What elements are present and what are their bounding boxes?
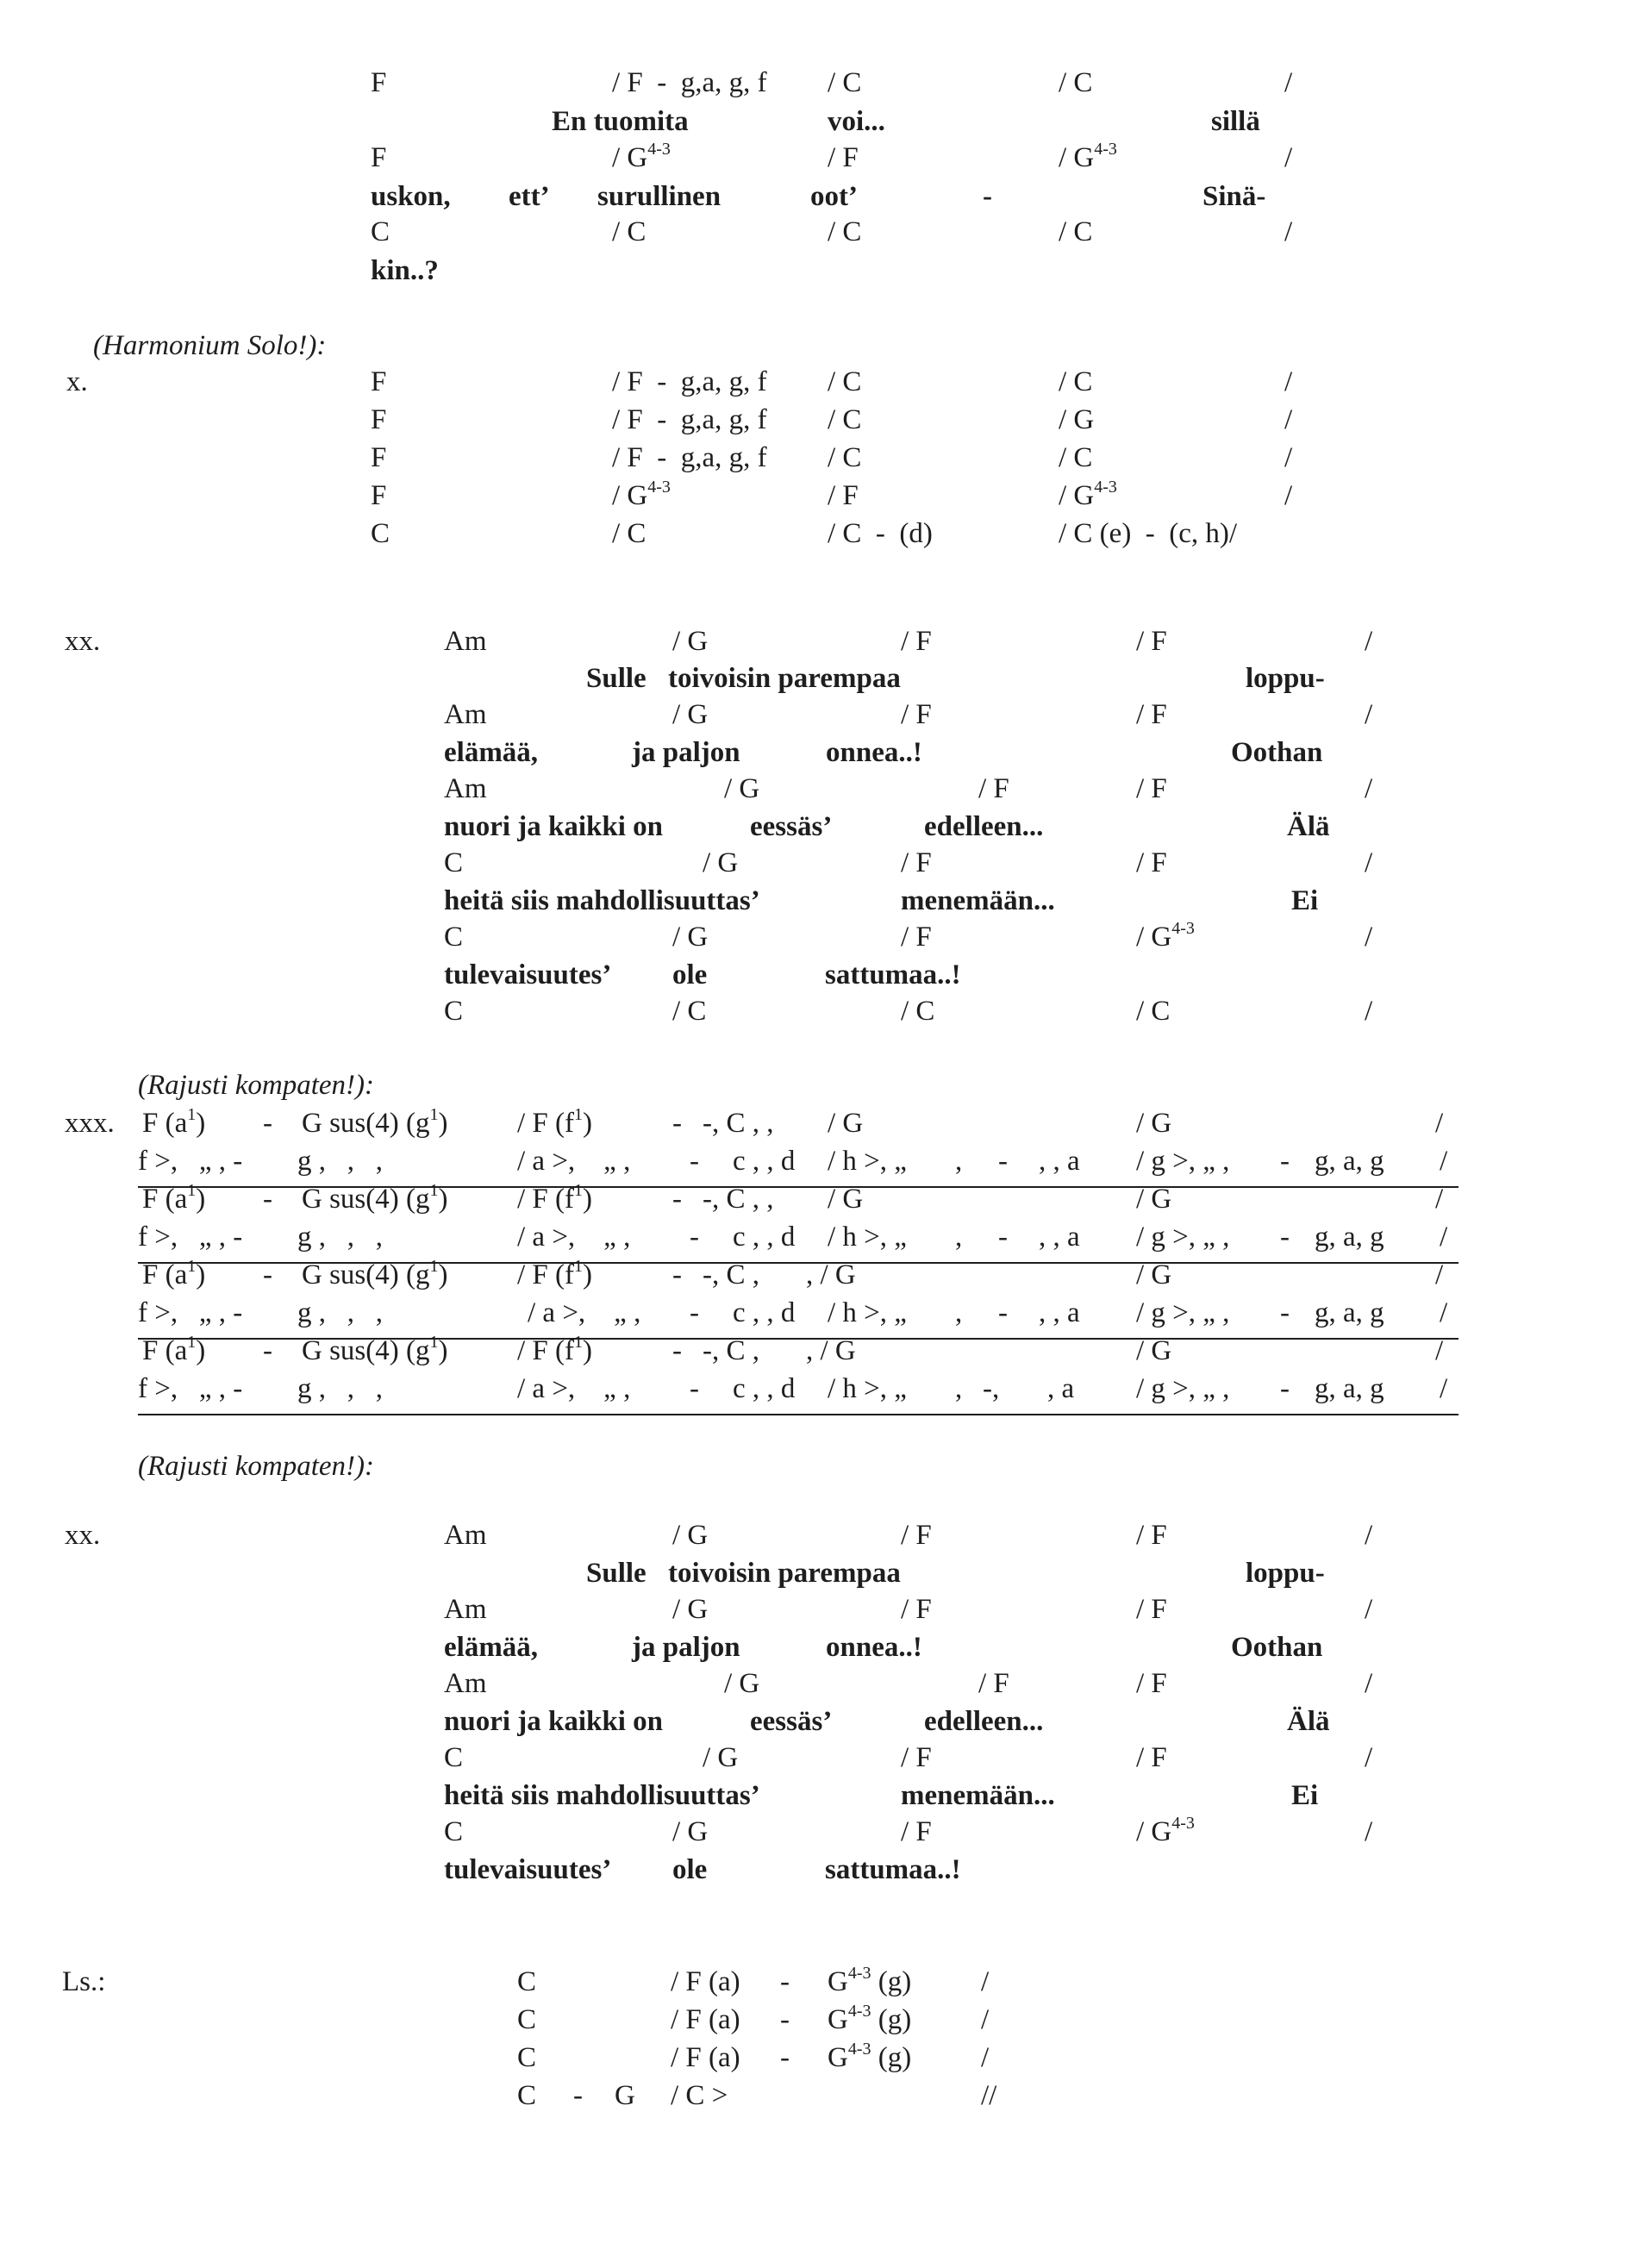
chord-text: / F (a) (671, 1966, 740, 1997)
chord-text: , (955, 1221, 963, 1253)
chord-superscript: 1 (574, 1333, 583, 1352)
chord-text: / G (672, 699, 709, 730)
chord-superscript: 4-3 (1094, 478, 1117, 497)
chord-text: x. (66, 366, 88, 397)
chord-superscript: 4-3 (1171, 1814, 1195, 1833)
chord-text: Am (444, 1668, 487, 1699)
chord-superscript: 1 (429, 1257, 439, 1276)
chord-superscript: 4-3 (847, 1964, 871, 1983)
chord-suffix: ) (196, 1259, 206, 1290)
chord-text: - (573, 2080, 583, 2111)
chord-text: / F (828, 480, 859, 511)
chord-text: / a >, „ , (528, 1297, 641, 1328)
lyric-text: En tuomita (552, 106, 689, 137)
chord-text: / G (828, 1108, 864, 1139)
chord-text: / C - (d) (828, 518, 933, 549)
chord-text: / (1365, 1742, 1373, 1773)
chord-text: / F (978, 1668, 1009, 1699)
chord-text: - (1280, 1221, 1290, 1253)
lyric-text: Oothan (1231, 737, 1323, 768)
chord-text: C (517, 2004, 537, 2035)
chord-text: / G (703, 1742, 739, 1773)
chord-text: Am (444, 626, 487, 657)
chord-suffix: ) (583, 1184, 592, 1215)
lyric-text: ole (672, 959, 708, 990)
chord-text: / (1440, 1146, 1448, 1177)
chord-text: - (672, 1335, 682, 1366)
chord-text: / (981, 2042, 990, 2073)
chord-text: f >, „ , - (138, 1146, 243, 1177)
chord-text: F (371, 366, 387, 397)
chord-text: - (263, 1259, 272, 1290)
chord-text: g, a, g (1315, 1221, 1384, 1253)
chord-text: -, C , (703, 1335, 759, 1366)
chord-text: / (1440, 1373, 1448, 1404)
chord-text: / C (828, 366, 862, 397)
chord-text: Am (444, 1594, 487, 1625)
lyric-text: ja paljon (632, 1632, 740, 1663)
chord-text: - (1280, 1373, 1290, 1404)
chord-text: G sus(4) $(g^1)$ (302, 1105, 448, 1139)
chord-text: / F (978, 773, 1009, 804)
chord-text: / G (1059, 404, 1095, 435)
chord-suffix: ) (583, 1108, 592, 1139)
chord-text: / C (612, 216, 646, 247)
chord-text: / F $(f^1)$ (517, 1105, 592, 1139)
chord-text: / (1365, 1594, 1373, 1625)
lyric-text: Ei (1291, 1780, 1319, 1811)
chord-suffix: ) (583, 1335, 592, 1366)
chord-text: f >, „ , - (138, 1297, 243, 1328)
underline-rule (138, 1186, 1458, 1188)
lyric-text: Älä (1287, 1706, 1330, 1737)
chord-text: / h >, „ (828, 1373, 907, 1404)
chord-text: / (1435, 1184, 1444, 1215)
chord-superscript: 1 (187, 1105, 197, 1124)
chord-text: / (1284, 366, 1293, 397)
chord-text: / F (1136, 1668, 1167, 1699)
chord-superscript: 1 (429, 1181, 439, 1200)
chord-suffix: (g) (871, 2004, 912, 2035)
chord-text: / C > (671, 2080, 728, 2111)
chord-text: c , , d (733, 1297, 796, 1328)
chord-text: -, C , (703, 1259, 759, 1290)
lyric-text: surullinen (597, 181, 721, 212)
chord-text: xxx. (65, 1108, 115, 1139)
chord-text: / F $(f^1)$ (517, 1181, 592, 1215)
chord-text: g, a, g (1315, 1297, 1384, 1328)
lyric-text: eessäs’ (750, 1706, 833, 1737)
chord-text: Ls.: (62, 1966, 106, 1997)
chord-text: / F (901, 1742, 932, 1773)
chord-text: - (263, 1184, 272, 1215)
chord-text: / G (1136, 1184, 1172, 1215)
chord-text: C (517, 1966, 537, 1997)
chord-text: / $G^{4-3}$ (1136, 1814, 1195, 1847)
chord-text: / F (901, 699, 932, 730)
chord-superscript: 1 (429, 1105, 439, 1124)
chord-superscript: 4-3 (847, 2040, 871, 2059)
chord-text: / (1365, 626, 1373, 657)
chord-text: F $(a^1)$ (142, 1105, 206, 1139)
lyric-text: onnea..! (826, 1632, 922, 1663)
chord-suffix: ) (196, 1184, 206, 1215)
chord-text: - (690, 1297, 699, 1328)
chord-text: / (1284, 142, 1293, 173)
chord-suffix: ) (438, 1259, 448, 1290)
chord-suffix: ) (438, 1108, 448, 1139)
chord-text: C (517, 2080, 537, 2111)
chord-text: -, C , , (703, 1184, 774, 1215)
chord-text: / G (672, 1594, 709, 1625)
lyric-text: voi... (828, 106, 885, 137)
chord-text: - (672, 1108, 682, 1139)
chord-text: g , , , (297, 1373, 383, 1404)
chord-text: / (981, 2004, 990, 2035)
chord-text: G sus(4) $(g^1)$ (302, 1333, 448, 1366)
chord-suffix: ) (438, 1335, 448, 1366)
chord-text: F $(a^1)$ (142, 1257, 206, 1290)
chord-text: / (1435, 1108, 1444, 1139)
lyric-text: ett’ (509, 181, 550, 212)
chord-text: / F (901, 1816, 932, 1847)
chord-text: / C (828, 404, 862, 435)
chord-text: / (1365, 1668, 1373, 1699)
lyric-text: nuori ja kaikki on (444, 811, 664, 842)
chord-text: / C (672, 996, 707, 1027)
lyric-text: edelleen... (924, 811, 1044, 842)
chord-text: / C (1136, 996, 1171, 1027)
lyric-text: tulevaisuutes’ (444, 959, 612, 990)
chord-text: , (955, 1297, 963, 1328)
chord-text: F (371, 142, 387, 173)
chord-text: / (1365, 996, 1373, 1027)
chord-text: / a >, „ , (517, 1373, 631, 1404)
lyric-text: Sulle (586, 663, 646, 694)
lyric-text: ole (672, 1854, 708, 1885)
chord-text: / (1284, 480, 1293, 511)
chord-text: / F - g,a, g, f (612, 366, 767, 397)
section-caption: (Rajusti kompaten!): (138, 1451, 375, 1482)
chord-text: F (371, 480, 387, 511)
lyric-text: Sulle (586, 1558, 646, 1589)
lyric-text: eessäs’ (750, 811, 833, 842)
lyric-text: onnea..! (826, 737, 922, 768)
chord-text: , (955, 1373, 963, 1404)
chord-text: C (444, 922, 464, 953)
chord-text: / F (a) (671, 2042, 740, 2073)
chord-text: - (780, 2004, 790, 2035)
lyric-text: Sinä- (1202, 181, 1266, 212)
lyric-text: edelleen... (924, 1706, 1044, 1737)
chord-text: , (955, 1146, 963, 1177)
chord-text: f >, „ , - (138, 1373, 243, 1404)
chord-text: / g >, „ , (1136, 1297, 1230, 1328)
lyric-text: Oothan (1231, 1632, 1323, 1663)
chord-text: c , , d (733, 1146, 796, 1177)
chord-text: - (998, 1146, 1008, 1177)
lyric-text: menemään... (901, 1780, 1055, 1811)
chord-text: - (672, 1259, 682, 1290)
chord-text: F $(a^1)$ (142, 1333, 206, 1366)
chord-text: / F $(f^1)$ (517, 1257, 592, 1290)
chord-text: / C (901, 996, 935, 1027)
lyric-text: ja paljon (632, 737, 740, 768)
chord-suffix: ) (438, 1184, 448, 1215)
lyric-text: elämää, (444, 1632, 539, 1663)
chord-text: , a (1047, 1373, 1075, 1404)
lyric-text: Älä (1287, 811, 1330, 842)
lyric-text: loppu- (1246, 1558, 1325, 1589)
lyric-text: Ei (1291, 885, 1319, 916)
chord-text: / G (672, 626, 709, 657)
chord-text: / G (1136, 1335, 1172, 1366)
chord-text: / C (828, 442, 862, 473)
chord-text: - (690, 1146, 699, 1177)
chord-text: F (371, 404, 387, 435)
chord-text: / F (1136, 1594, 1167, 1625)
lyric-text: loppu- (1246, 663, 1325, 694)
chord-text: / F (901, 1594, 932, 1625)
chord-text: c , , d (733, 1373, 796, 1404)
chord-superscript: 4-3 (647, 478, 671, 497)
chord-text: / C (828, 216, 862, 247)
chord-text: - (780, 2042, 790, 2073)
chord-text: / C (1059, 442, 1093, 473)
chord-text: F (371, 442, 387, 473)
chord-text: / $G^{4-3}$ (1136, 919, 1195, 953)
chord-text: / F (a) (671, 2004, 740, 2035)
chord-text: c , , d (733, 1221, 796, 1253)
chord-text: - (998, 1221, 1008, 1253)
chord-text: / F (901, 922, 932, 953)
chord-text: - (690, 1221, 699, 1253)
chord-text: / G (724, 1668, 760, 1699)
chord-text: / C (1059, 67, 1093, 98)
chord-text: / G (1136, 1259, 1172, 1290)
chord-text: / G (724, 773, 760, 804)
chord-text: / F (901, 847, 932, 878)
chord-superscript: 1 (187, 1181, 197, 1200)
chord-suffix: ) (196, 1108, 206, 1139)
chord-text: / F (901, 626, 932, 657)
underline-rule (138, 1338, 1458, 1340)
chord-text: / a >, „ , (517, 1221, 631, 1253)
chord-superscript: 1 (574, 1105, 583, 1124)
chord-text: , , a (1039, 1297, 1080, 1328)
chord-text: / $G^{4-3}$ (1059, 478, 1117, 511)
chord-text: G sus(4) $(g^1)$ (302, 1181, 448, 1215)
lyric-text: toivoisin parempaa (668, 663, 901, 694)
chord-text: / F (1136, 699, 1167, 730)
chord-text: / h >, „ (828, 1297, 907, 1328)
chord-text: / C (e) - (c, h)/ (1059, 518, 1238, 549)
chord-text: / C (1059, 216, 1093, 247)
chord-text: C (371, 216, 390, 247)
chord-text: / G (672, 1816, 709, 1847)
chord-suffix: ) (196, 1335, 206, 1366)
chord-text: / G (703, 847, 739, 878)
chord-suffix: (g) (871, 1966, 912, 1997)
chord-text: - (1280, 1146, 1290, 1177)
chord-text: G sus(4) $(g^1)$ (302, 1257, 448, 1290)
lyric-text: heitä siis mahdollisuuttas’ (444, 885, 760, 916)
chord-superscript: 1 (187, 1333, 197, 1352)
chord-text: g , , , (297, 1297, 383, 1328)
chord-superscript: 1 (574, 1181, 583, 1200)
chord-superscript: 4-3 (647, 140, 671, 159)
chord-text: / F (1136, 1520, 1167, 1551)
chord-text: / G (672, 922, 709, 953)
chord-text: - (263, 1108, 272, 1139)
lyric-text: sattumaa..! (825, 959, 961, 990)
lyric-text: menemään... (901, 885, 1055, 916)
chord-text: C (444, 847, 464, 878)
lyric-text: kin..? (371, 255, 439, 286)
chord-text: C (444, 996, 464, 1027)
lyric-text: toivoisin parempaa (668, 1558, 901, 1589)
chord-text: $G^{4-3}$ (g) (828, 2002, 912, 2035)
chord-text: / (1440, 1297, 1448, 1328)
lyric-text: heitä siis mahdollisuuttas’ (444, 1780, 760, 1811)
chord-superscript: 1 (187, 1257, 197, 1276)
chord-text: / g >, „ , (1136, 1373, 1230, 1404)
chord-superscript: 4-3 (847, 2002, 871, 2021)
lyric-text: elämää, (444, 737, 539, 768)
chord-text: / g >, „ , (1136, 1221, 1230, 1253)
chord-text: / h >, „ (828, 1221, 907, 1253)
chord-text: / (1365, 1816, 1373, 1847)
chord-text: / $G^{4-3}$ (1059, 140, 1117, 173)
chord-text: Am (444, 773, 487, 804)
chord-text: / (1365, 1520, 1373, 1551)
chord-text: / F - g,a, g, f (612, 442, 767, 473)
chord-text: - (998, 1297, 1008, 1328)
chord-text: F (371, 67, 387, 98)
chord-text: / (1365, 847, 1373, 878)
chord-text: / C (828, 67, 862, 98)
chord-text: , , a (1039, 1146, 1080, 1177)
chord-text: g, a, g (1315, 1146, 1384, 1177)
chord-text: / F (1136, 1742, 1167, 1773)
chord-text: - (690, 1373, 699, 1404)
chord-text: / h >, „ (828, 1146, 907, 1177)
chord-text: / (1284, 442, 1293, 473)
chord-text: / $G^{4-3}$ (612, 478, 671, 511)
chord-text: / (1365, 773, 1373, 804)
chord-text: / F - g,a, g, f (612, 67, 767, 98)
section-caption: (Rajusti kompaten!): (138, 1070, 375, 1101)
chord-text: Am (444, 1520, 487, 1551)
chord-text: / (1284, 67, 1293, 98)
chord-text: / F $(f^1)$ (517, 1333, 592, 1366)
chord-text: - (263, 1335, 272, 1366)
chord-text: / (1284, 404, 1293, 435)
chord-text: / (1284, 216, 1293, 247)
chord-text: / (1435, 1335, 1444, 1366)
chord-text: / F - g,a, g, f (612, 404, 767, 435)
chord-text: G (615, 2080, 635, 2111)
chord-superscript: 1 (429, 1333, 439, 1352)
underline-rule (138, 1262, 1458, 1264)
chord-text: / (1440, 1221, 1448, 1253)
chord-text: // (981, 2080, 997, 2111)
lyric-text: oot’ (810, 181, 858, 212)
chord-superscript: 4-3 (1171, 919, 1195, 938)
chord-text: -, (983, 1373, 1000, 1404)
chord-text: $G^{4-3}$ (g) (828, 2040, 912, 2073)
chord-text: -, C , , (703, 1108, 774, 1139)
chord-text: Am (444, 699, 487, 730)
chord-text: / F (1136, 847, 1167, 878)
chord-text: g , , , (297, 1221, 383, 1253)
chord-text: xx. (65, 626, 101, 657)
section-caption: (Harmonium Solo!): (93, 330, 327, 361)
chord-text: g, a, g (1315, 1373, 1384, 1404)
chord-text: C (517, 2042, 537, 2073)
chord-text: / C (1059, 366, 1093, 397)
lyric-text: - (983, 181, 992, 212)
chord-text: / F (828, 142, 859, 173)
chord-suffix: ) (583, 1259, 592, 1290)
chord-text: C (371, 518, 390, 549)
chord-text: $G^{4-3}$ (g) (828, 1964, 912, 1997)
chord-text: / (1435, 1259, 1444, 1290)
chord-text: - (780, 1966, 790, 1997)
underline-rule (138, 1414, 1458, 1415)
chord-text: / C (612, 518, 646, 549)
chord-text: C (444, 1742, 464, 1773)
chord-text: / a >, „ , (517, 1146, 631, 1177)
chord-text: f >, „ , - (138, 1221, 243, 1253)
lyric-text: sillä (1211, 106, 1260, 137)
chord-text: g , , , (297, 1146, 383, 1177)
lyric-text: uskon, (371, 181, 451, 212)
chord-text: , / G (806, 1259, 856, 1290)
chord-superscript: 1 (574, 1257, 583, 1276)
lyric-text: nuori ja kaikki on (444, 1706, 664, 1737)
chord-text: / G (828, 1184, 864, 1215)
chord-text: / F (1136, 626, 1167, 657)
chord-text: / (1365, 922, 1373, 953)
chord-text: / g >, „ , (1136, 1146, 1230, 1177)
chord-text: / $G^{4-3}$ (612, 140, 671, 173)
chord-text: / F (901, 1520, 932, 1551)
chord-text: / (1365, 699, 1373, 730)
chord-text: F $(a^1)$ (142, 1181, 206, 1215)
chord-text: - (672, 1184, 682, 1215)
lyric-text: sattumaa..! (825, 1854, 961, 1885)
lyric-text: tulevaisuutes’ (444, 1854, 612, 1885)
chord-suffix: (g) (871, 2042, 912, 2073)
chord-text: / G (672, 1520, 709, 1551)
chord-text: / (981, 1966, 990, 1997)
chord-superscript: 4-3 (1094, 140, 1117, 159)
chord-text: , , a (1039, 1221, 1080, 1253)
chord-text: C (444, 1816, 464, 1847)
chord-text: - (1280, 1297, 1290, 1328)
chord-text: / G (1136, 1108, 1172, 1139)
chord-text: / F (1136, 773, 1167, 804)
chord-text: , / G (806, 1335, 856, 1366)
chord-text: xx. (65, 1520, 101, 1551)
